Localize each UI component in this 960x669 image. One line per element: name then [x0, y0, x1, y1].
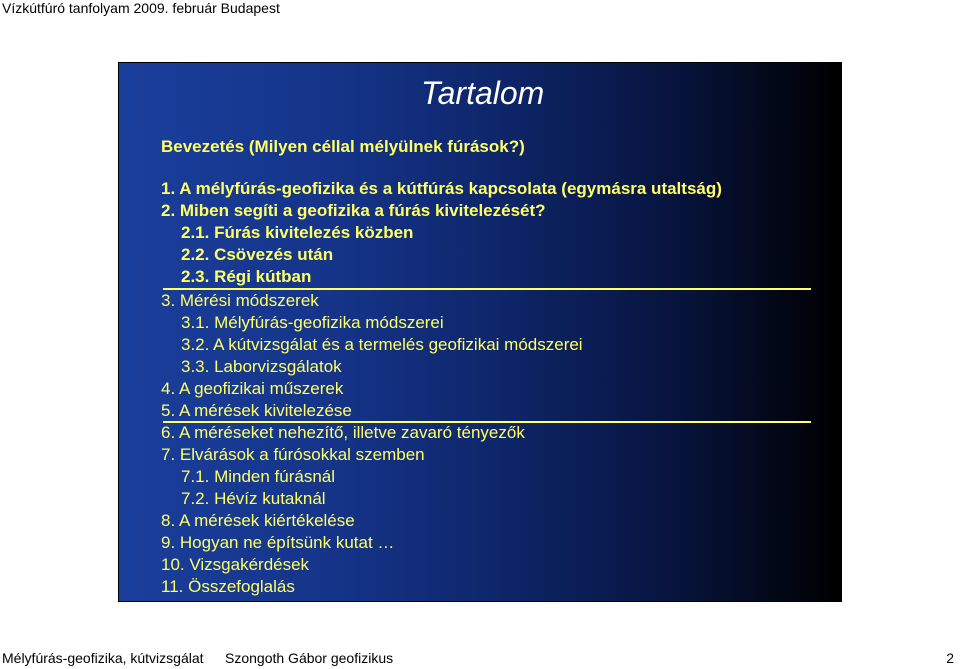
toc-item-7: 7. Elvárások a fúrósokkal szemben [161, 445, 425, 464]
toc-item-5: 5. A mérések kivitelezése [161, 401, 352, 420]
page-number: 2 [946, 650, 954, 666]
toc-item-7-1: 7.1. Minden fúrásnál [181, 467, 336, 486]
toc-item-3: 3. Mérési módszerek [161, 291, 319, 310]
page-footer [0, 650, 960, 669]
slide [118, 62, 842, 602]
footer-course: Mélyfúrás-geofizika, kútvizsgálat [2, 650, 204, 666]
toc-item-8: 8. A mérések kiértékelése [161, 511, 355, 530]
page-header: Vízkútfúró tanfolyam 2009. február Budapest [2, 0, 280, 16]
toc-item-3-3: 3.3. Laborvizsgálatok [181, 357, 342, 376]
footer-author: Szongoth Gábor geofizikus [225, 650, 394, 666]
toc-item-4: 4. A geofizikai műszerek [161, 379, 344, 398]
toc-item-1: 1. A mélyfúrás-geofizika és a kútfúrás kapcsolata (egymásra utaltság) [161, 179, 722, 198]
toc-item-10: 10. Vizsgakérdések [161, 555, 310, 574]
toc-item-9: 9. Hogyan ne építsünk kutat … [161, 533, 395, 552]
toc-intro: Bevezetés (Milyen céllal mélyülnek fúrások?) [161, 137, 525, 156]
toc-item-2-1: 2.1. Fúrás kivitelezés közben [181, 223, 414, 242]
toc-item-7-2: 7.2. Hévíz kutaknál [181, 489, 326, 508]
toc-item-2-3: 2.3. Régi kútban [181, 267, 312, 286]
toc-item-6: 6. A méréseket nehezítő, illetve zavaró tényezők [161, 423, 525, 442]
toc-item-2: 2. Miben segíti a geofizika a fúrás kivitelezését? [161, 201, 546, 220]
toc-item-11: 11. Összefoglalás [161, 577, 295, 596]
toc-item-3-2: 3.2. A kútvizsgálat és a termelés geofizikai módszerei [181, 335, 583, 354]
slide-title: Tartalom [421, 75, 545, 111]
toc-item-3-1: 3.1. Mélyfúrás-geofizika módszerei [181, 313, 444, 332]
toc-item-2-2: 2.2. Csövezés után [181, 245, 334, 264]
